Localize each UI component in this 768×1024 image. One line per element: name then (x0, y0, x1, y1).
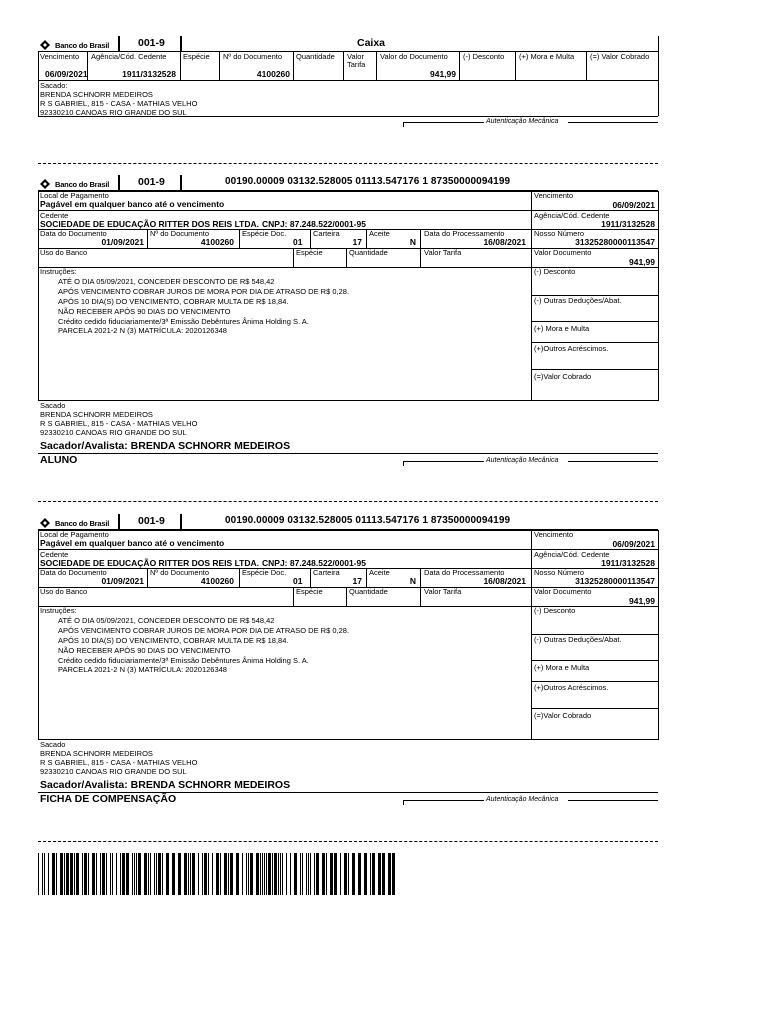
barcode-bar (100, 853, 101, 895)
cobrado-label: (=)Valor Cobrado (534, 372, 592, 381)
deducoes-label: (-) Outras Deduções/Abat. (534, 635, 622, 644)
bank-name: Banco do Brasil (55, 40, 110, 50)
rc-quantidade-label: Quantidade (296, 52, 335, 61)
instrucao-line: NÃO RECEBER APÓS 90 DIAS DO VENCIMENTO (58, 307, 231, 316)
rc-desconto-label: (-) Desconto (463, 52, 505, 61)
barcode-bar (248, 853, 249, 895)
bank-logo (38, 38, 109, 52)
acrescimos-label: (+)Outros Acréscimos. (534, 344, 609, 353)
barcode-bar (340, 853, 341, 895)
instrucao-line: Crédito cedido fiduciariamente/3ª Emissão Debêntures Ânima Holding S. A. (58, 317, 309, 326)
barcode-bar (184, 853, 187, 895)
num-doc-label: Nº do Documento (150, 568, 210, 577)
slip-footer: ALUNO (40, 454, 78, 466)
vencimento-label: Vencimento (534, 530, 574, 539)
rc-agencia-value: 1911/3132528 (122, 69, 176, 79)
barcode-bar (148, 853, 149, 895)
rc-valor-value: 941,99 (430, 69, 456, 79)
instrucoes-label: Instruções: (40, 267, 77, 276)
mora-label: (+) Mora e Multa (534, 324, 590, 333)
cut-line (38, 841, 658, 842)
barcode-bar (358, 853, 361, 895)
barcode-bar (224, 853, 227, 895)
rc-valordoc-label: Valor do Documento (380, 52, 448, 61)
mora-label: (+) Mora e Multa (534, 663, 590, 672)
instrucao-line: ATÉ O DIA 05/09/2021, CONCEDER DESCONTO DE R$ 548,42 (58, 616, 275, 625)
barcode-bar (300, 853, 301, 895)
rc-especie-label: Espécie (183, 52, 210, 61)
valor-doc-value: 941,99 (629, 596, 655, 606)
num-doc-value: 4100260 (200, 576, 234, 586)
barcode-bar (264, 853, 265, 895)
vencimento-value: 06/09/2021 (612, 200, 655, 210)
valor-doc-label: Valor Documento (534, 248, 592, 257)
barcode-bar (52, 853, 55, 895)
nosso-numero-value: 31325280000113547 (575, 576, 655, 586)
num-doc-value: 4100260 (200, 237, 234, 247)
valor-doc-label: Valor Documento (534, 587, 592, 596)
rc-valor-label: Valor (347, 52, 364, 61)
data-proc-label: Data do Processamento (424, 229, 505, 238)
rc-numdoc-label: Nº do Documento (223, 52, 283, 61)
rc-auth-label: Autenticação Mecânica (486, 118, 559, 125)
valor-doc-value: 941,99 (629, 257, 655, 267)
bank-logo (38, 516, 109, 530)
cobrado-label: (=)Valor Cobrado (534, 711, 592, 720)
auth-label: Autenticação Mecânica (486, 796, 559, 803)
valor-tarifa-label: Valor Tarifa (424, 587, 462, 596)
barcode-bar (70, 853, 73, 895)
barcode-bar (330, 853, 333, 895)
barcode-bar (280, 853, 281, 895)
barcode-bar (132, 853, 133, 895)
desconto-label: (-) Desconto (534, 267, 576, 276)
receipt-title: Caixa (357, 37, 386, 49)
barcode-bar (56, 853, 57, 895)
sacado-address: R S GABRIEL, 815 - CASA - MATHIAS VELHO (40, 758, 198, 767)
bank-code: 001-9 (138, 176, 165, 188)
barcode-bar (60, 853, 63, 895)
barcode-bar (348, 853, 349, 895)
barcode-bar (388, 853, 391, 895)
barcode-bar (110, 853, 111, 895)
instrucao-line: NÃO RECEBER APÓS 90 DIAS DO VENCIMENTO (58, 646, 231, 655)
data-doc-label: Data do Documento (40, 568, 107, 577)
barcode-bar (156, 853, 157, 895)
barcode-bar (228, 853, 229, 895)
barcode-bar (290, 853, 291, 895)
barcode-bar (310, 853, 311, 895)
barcode-bar (274, 853, 277, 895)
barcode-bar (134, 853, 135, 895)
barcode-bar (92, 853, 95, 895)
data-doc-value: 01/09/2021 (101, 576, 144, 586)
barcode-bar (144, 853, 147, 895)
barcode-bar (188, 853, 189, 895)
vencimento-label: Vencimento (534, 191, 574, 200)
bank-logo-icon (38, 177, 52, 191)
instrucao-line: APÓS 10 DIA(S) DO VENCIMENTO, COBRAR MULTA DE R$ 18,84. (58, 636, 289, 645)
cedente-label: Cedente (40, 550, 69, 559)
barcode-bar (190, 853, 191, 895)
local-pagamento-label: Local de Pagamento (40, 530, 109, 539)
aceite-label: Aceite (369, 568, 390, 577)
sacado-name: BRENDA SCHNORR MEDEIROS (40, 410, 153, 419)
rc-sacado-address: R S GABRIEL, 815 - CASA - MATHIAS VELHO (40, 99, 198, 108)
barcode-bar (96, 853, 97, 895)
linha-digitavel: 00190.00009 03132.528005 01113.547176 1 87350000094199 (225, 515, 511, 526)
rc-mora-label: (+) Mora e Multa (519, 52, 575, 61)
barcode-bar (122, 853, 125, 895)
data-proc-value: 16/08/2021 (483, 237, 526, 247)
cut-line (38, 501, 658, 502)
sacado-name: BRENDA SCHNORR MEDEIROS (40, 749, 153, 758)
nosso-numero-value: 31325280000113547 (575, 237, 655, 247)
barcode-bar (250, 853, 253, 895)
barcode-bar (306, 853, 307, 895)
avalista: Sacador/Avalista: BRENDA SCHNORR MEDEIROS (40, 440, 291, 452)
barcode-bar (326, 853, 327, 895)
barcode-bar (220, 853, 221, 895)
local-pagamento-value: Pagável em qualquer banco até o vencimento (40, 199, 225, 209)
bank-name: Banco do Brasil (55, 179, 110, 189)
barcode-bar (370, 853, 371, 895)
instrucao-line: PARCELA 2021-2 N (3) MATRÍCULA: 2020126348 (58, 665, 227, 674)
barcode (38, 853, 396, 895)
especie-label: Espécie (296, 248, 323, 257)
cnpj-value: CNPJ: 87.248.522/0001-95 (262, 558, 366, 568)
nosso-numero-label: Nosso Número (534, 229, 585, 238)
barcode-bar (282, 853, 283, 895)
carteira-value: 17 (352, 576, 362, 586)
especie-doc-label: Espécie Doc. (242, 229, 287, 238)
instrucao-line: PARCELA 2021-2 N (3) MATRÍCULA: 2020126348 (58, 326, 227, 335)
quantidade-label: Quantidade (349, 587, 388, 596)
barcode-bar (106, 853, 107, 895)
sacado-label: Sacado (40, 401, 66, 410)
rc-cobrado-label: (=) Valor Cobrado (590, 52, 650, 61)
barcode-bar (242, 853, 243, 895)
especie-doc-label: Espécie Doc. (242, 568, 287, 577)
barcode-bar (212, 853, 213, 895)
cedente-label: Cedente (40, 211, 69, 220)
deducoes-label: (-) Outras Deduções/Abat. (534, 296, 622, 305)
barcode-bar (302, 853, 303, 895)
barcode-bar (352, 853, 355, 895)
instrucao-line: Crédito cedido fiduciariamente/3ª Emissão Debêntures Ânima Holding S. A. (58, 656, 309, 665)
carteira-label: Carteira (313, 229, 340, 238)
barcode-bar (266, 853, 267, 895)
barcode-bar (154, 853, 155, 895)
bank-code: 001-9 (138, 37, 165, 49)
barcode-bar (286, 853, 287, 895)
barcode-bar (364, 853, 367, 895)
barcode-bar (308, 853, 309, 895)
especie-doc-value: 01 (293, 576, 303, 586)
cnpj-value: CNPJ: 87.248.522/0001-95 (262, 219, 366, 229)
rc-agencia-label: Agência/Cód. Cedente (91, 52, 167, 61)
barcode-bar (158, 853, 161, 895)
vencimento-value: 06/09/2021 (612, 539, 655, 549)
uso-banco-label: Uso do Banco (40, 587, 88, 596)
instrucoes-label: Instruções: (40, 606, 77, 615)
agencia-value: 1911/3132528 (601, 558, 655, 568)
barcode-bar (236, 853, 239, 895)
barcode-bar (172, 853, 175, 895)
quantidade-label: Quantidade (349, 248, 388, 257)
barcode-bar (102, 853, 105, 895)
local-pagamento-label: Local de Pagamento (40, 191, 109, 200)
data-proc-label: Data do Processamento (424, 568, 505, 577)
barcode-bar (216, 853, 219, 895)
barcode-bar (372, 853, 375, 895)
linha-digitavel: 00190.00009 03132.528005 01113.547176 1 87350000094199 (225, 176, 511, 187)
auth-label: Autenticação Mecânica (486, 457, 559, 464)
barcode-bar (260, 853, 261, 895)
sacado-address: R S GABRIEL, 815 - CASA - MATHIAS VELHO (40, 419, 198, 428)
barcode-bar (162, 853, 163, 895)
barcode-bar (192, 853, 195, 895)
barcode-bar (268, 853, 271, 895)
acrescimos-label: (+)Outros Acréscimos. (534, 683, 609, 692)
barcode-bar (136, 853, 137, 895)
barcode-bar (208, 853, 209, 895)
agencia-label: Agência/Cód. Cedente (534, 550, 610, 559)
barcode-bar (120, 853, 121, 895)
barcode-bar (344, 853, 347, 895)
barcode-bar (334, 853, 337, 895)
rc-sacado-city: 92330210 CANOAS RIO GRANDE DO SUL (40, 108, 187, 117)
barcode-bar (272, 853, 273, 895)
barcode-bar (42, 853, 43, 895)
barcode-bar (230, 853, 233, 895)
barcode-bar (294, 853, 297, 895)
avalista: Sacador/Avalista: BRENDA SCHNORR MEDEIROS (40, 779, 291, 791)
rc-numdoc-value: 4100260 (256, 69, 290, 79)
sacado-label: Sacado (40, 740, 66, 749)
cedente-value: SOCIEDADE DE EDUCAÇÃO RITTER DOS REIS LTDA. (40, 219, 259, 229)
barcode-bar (178, 853, 181, 895)
barcode-bar (116, 853, 117, 895)
cut-line (38, 163, 658, 164)
sacado-city: 92330210 CANOAS RIO GRANDE DO SUL (40, 767, 187, 776)
data-doc-value: 01/09/2021 (101, 237, 144, 247)
sacado-city: 92330210 CANOAS RIO GRANDE DO SUL (40, 428, 187, 437)
barcode-bar (202, 853, 203, 895)
aceite-value: N (409, 576, 416, 586)
barcode-bar (278, 853, 279, 895)
barcode-bar (82, 853, 83, 895)
instrucao-line: APÓS VENCIMENTO COBRAR JUROS DE MORA POR DIA DE ATRASO DE R$ 0,28. (58, 626, 350, 635)
barcode-bar (198, 853, 199, 895)
local-pagamento-value: Pagável em qualquer banco até o vencimento (40, 538, 225, 548)
barcode-bar (48, 853, 49, 895)
barcode-bar (44, 853, 45, 895)
nosso-numero-label: Nosso Número (534, 568, 585, 577)
bank-logo-icon (38, 516, 52, 530)
valor-tarifa-label: Valor Tarifa (424, 248, 462, 257)
barcode-bar (392, 853, 395, 895)
barcode-bar (382, 853, 385, 895)
barcode-bar (138, 853, 141, 895)
rc-tarifa-label: Tarifa (347, 60, 366, 69)
barcode-bar (204, 853, 207, 895)
especie-label: Espécie (296, 587, 323, 596)
instrucao-line: APÓS VENCIMENTO COBRAR JUROS DE MORA POR DIA DE ATRASO DE R$ 0,28. (58, 287, 350, 296)
bank-code: 001-9 (138, 515, 165, 527)
carteira-label: Carteira (313, 568, 340, 577)
especie-doc-value: 01 (293, 237, 303, 247)
agencia-value: 1911/3132528 (601, 219, 655, 229)
data-proc-value: 16/08/2021 (483, 576, 526, 586)
uso-banco-label: Uso do Banco (40, 248, 88, 257)
desconto-label: (-) Desconto (534, 606, 576, 615)
barcode-bar (38, 853, 39, 895)
barcode-bar (262, 853, 263, 895)
instrucao-line: ATÉ O DIA 05/09/2021, CONCEDER DESCONTO DE R$ 548,42 (58, 277, 275, 286)
barcode-bar (112, 853, 113, 895)
rc-sacado-name: BRENDA SCHNORR MEDEIROS (40, 90, 153, 99)
barcode-bar (166, 853, 169, 895)
data-doc-label: Data do Documento (40, 229, 107, 238)
bank-logo-icon (38, 38, 52, 52)
carteira-value: 17 (352, 237, 362, 247)
instrucao-line: APÓS 10 DIA(S) DO VENCIMENTO, COBRAR MULTA DE R$ 18,84. (58, 297, 289, 306)
barcode-bar (246, 853, 247, 895)
barcode-bar (126, 853, 129, 895)
rc-sacado-label: Sacado: (40, 81, 68, 90)
slip-footer: FICHA DE COMPENSAÇÃO (40, 793, 177, 805)
barcode-bar (316, 853, 319, 895)
barcode-bar (314, 853, 315, 895)
agencia-label: Agência/Cód. Cedente (534, 211, 610, 220)
barcode-bar (76, 853, 79, 895)
aceite-label: Aceite (369, 229, 390, 238)
barcode-bar (256, 853, 259, 895)
barcode-bar (66, 853, 69, 895)
bank-name: Banco do Brasil (55, 518, 110, 528)
barcode-bar (150, 853, 151, 895)
barcode-bar (74, 853, 75, 895)
barcode-bar (84, 853, 87, 895)
num-doc-label: Nº do Documento (150, 229, 210, 238)
rc-vencimento-value: 06/09/2021 (45, 69, 88, 79)
bank-logo (38, 177, 109, 191)
cedente-value: SOCIEDADE DE EDUCAÇÃO RITTER DOS REIS LTDA. (40, 558, 259, 568)
barcode-bar (64, 853, 65, 895)
barcode-bar (322, 853, 325, 895)
rc-vencimento-label: Vencimento (40, 52, 80, 61)
aceite-value: N (409, 237, 416, 247)
barcode-bar (88, 853, 89, 895)
barcode-bar (378, 853, 381, 895)
